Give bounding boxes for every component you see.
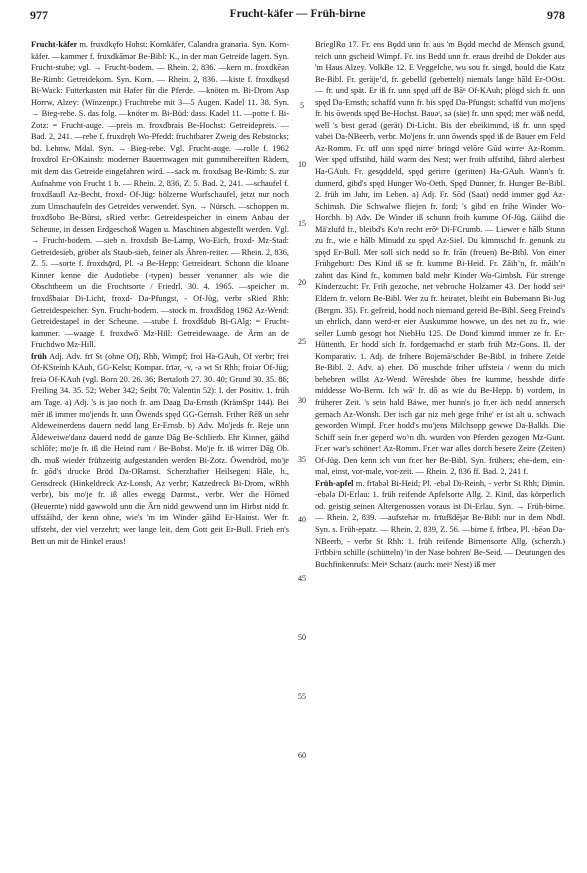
line-number: 55 (298, 692, 306, 701)
running-head: Frucht-käfer — Früh-birne (229, 8, 366, 20)
line-number: 25 (298, 337, 306, 346)
line-number: 10 (298, 160, 306, 169)
right-column (315, 39, 565, 570)
entry-frueh-continued (315, 39, 565, 478)
page-number-left: 977 (30, 8, 48, 22)
lemma: früh (31, 351, 47, 361)
line-number: 30 (298, 396, 306, 405)
entry-frucht-kaefer (31, 39, 289, 351)
entry-frueh-apfel (315, 478, 565, 570)
page-number-right: 978 (547, 8, 565, 22)
line-number: 50 (298, 633, 306, 642)
line-number: 15 (298, 219, 306, 228)
entry-text: Adj. Adv. frī St (ohne Of), Rhh, Wimpf; froi Ha-GAuh, Of verbr; frei Of-KSteinh KAuh, GG-Kelst; Kompar. frīǝr, -v, -ǝ wt St Rhh; froiǝr Of-Jüg; freiǝ Of-KAuh (vgl. Born 20. 26. 36; Bertaloth 27. 30. 40; Grund 30. 35. 86; Freiling 34. 35. 52; Weber 342; Seibt 70; Valentin 52): I. der Positiv. 1. früh am Tage. a) Adj. 's is jao noch fr. am Daag Da-Ernsth (KrämSpr 144). Bei mēr iß immer mo'jends fr. unn Ōwends spęd GG-Gernsh. Friher Rēß un sehr Aldeweinerdens dauern nedd lang Er-Ernsb. b) Adv. Mo'jeds fr. Reje unn Āldeweiwe'danz dauerd nedd de ganze Dāg Be-Schlierb. Ehr Kinner, gāihd schlōfe; mo'je fr. iß die Heind rum / Be-Bobst. Mo'je fr. iß wirrer Dāg Ob. dh. muß wieder frühzeitig aufgestanden werden Bi-Zotz. Ōwendröd, mo'je fr. gōd's drocke Bröd Da-ORamst. Scherzhafter Heilsegen: Hāle, h., Gensdreck (Hinkeldreck Az-Lonsh, Az verbr; Katzedreck Bi-Drom, wRhh verbr), bis mo'je fr. iß alles ewegg Darmst., verbr. Wer die Hōmed (Heuernte) nidd gawwold unn die Ārn nidd gewwend unn im Hirbst nidd fr. uffstāihd, der kenn ohne, wie's 'm im Winder gāihd Er-Hainst. Wer fr. uffsteht, der viel verzehrt; wer lange leit, dem Gott geit Er-Bull. Frieh en's Bett un mit de Hinkel eraus! (31, 351, 289, 546)
lemma: Frucht-käfer (31, 40, 78, 49)
entry-text: m. frīabǝl Bi-Heid; Pl. -ebǝl Di-Reinh, - verbr St Rhh; Dimin. -ebǝlǝ Di-Erlau: 1. früh reifende Apfelsorte Allg. 2. Kind, das körperlich od. geistig seinen Altergenossen voraus ist Di-Erlau. Syn. → Früh-birne. — Rhein. 2, 839. —aufstehǝr m. frīufšdējǝr Be-Bibl: nur in dem Nbdl. Syn. s. Früh-epatz. — Rhein. 2, 839, Z. 56. —birne f. frībeǝ, Pl. -bēǝn Da-NBeerb, - verbr St Rhh: 1. früh reifende Birnensorte Allg. (scherzh.) Frībbiʳn schille (schütteln) 'in der Nase bohren' Be-Seid. — Deutungen des Buchfinkenrufs: Meiⁿ Schatz (auch: meiⁿ Nest) iß mer (315, 478, 565, 569)
line-number: 60 (298, 751, 306, 760)
line-number: 35 (298, 455, 306, 464)
line-number: 5 (300, 101, 304, 110)
left-column (31, 39, 289, 547)
page-header (30, 8, 565, 24)
entry-text: BrieglRo 17. Fr. ens Bǫdd unn fr. aus 'm Bǫdd mechd de Mensch gsund, reich unn gscheid Wimpf. Fr. ins Bedd unn fr. eraus dreibd de Dokder aus 'm Haus Alzey. VolkBe 12. E Veggelche, wu sou fr. singd, hould die Katz Be-Bibl. Fr. geräjeʼd, fr. gebelld (gebettelt) niemals lange hāld Er-OOst. — fr. und spät. Er iß fr. unn spęd uff de Bāⁿ Of-KAuh; plögd sich fr. unn spęd Da-Ernsth; schaffd vunn fr. bis spęd Da-Pfungst; schaffd vun mo'jens fr. bis ōwends spęd Be-Hochst. Bauǝʳ, sǝ (säe) fr. unn spęd; mer wäß nedd, well 's best gerǝd (gerät) Di-Licht. Bis der ebeikimmd, iß fr. unn spęd vabei Da-NBeerb, verbr. Mo'jens fr. unn ōwends spęd iß de Bauer em Feld Az-Romm. Fr. uff unn spęd nirreʳ bringd velōre Gūd wirreʳ Az-Romm. Wer spęd uffstihd, häld wǝrm des Nest; wer froih uffstihd, fährd alerbest Ha-GAuh. Fr. gesǫddeld, spęd gerirre (geritten) Ha-GAuh. Wann's fr. dunnerd, gibd's spęd Hunger Wo-Oeth. Spęd Dunner, fr. Hunger Be-Bibl. 2. früh im Jahr, im Leben. a) Adj. Fr. Sōd (Saat) nedd immer gǫd Az-Schimsh. Die Schwalwe fliejen fr. ford; 's gibd en frihe Winder Wo-Horchh. b) Adv. De Winder iß schunn froih kumme Of-Jüg. Gäihd die Mä'zlufd fr., bleibd's Ko'n recht erōⁿ Di-FCrumb. — Liewer e hālb Stunn zu fr., wie e hālb Minudd zu spęd Az-Siel. Du kimmschd fr. genunk zu spęd Er-Bull. Mer soll sich nedd so fr. frān (freuen) Be-Bibl. Von einer Frühgeburt: Des Kind iß se fr. kumme Bi-Heid. Fr. Zāihʼn, fr. māihʼn zahnt das Kind fr., kommen bald mehr Kinder Wo-Gimbsh. Für strenge Kinderzucht: Fr. Frih gezoche, net vebroche Holzamer 43. Der hodd seiⁿ Eldern fr. velorn Be-Bibl. Wer zu fr. heiratet, bleibt ein Bubemann Bi-Jug (Bergm. 35). Fr. gefreid, hodd noch niemand gereid Be-Bibl. Seeg Freind's un ehrlich, dann werd-er eier Auskumme howwe, un des net zu fr., wie seller Lumb gesogt hot NiebHu 125. De Dond kimmd immer ze fr. Er-Hüttenth. Er hodd sich fr. fordgemachd er starb früh Mz-Gons. II. der Komparativ. 1. Adj. de frihere Bojemāʳschder Be-Bibl. in frihere Zeide Be-Bibl. 2. Adv. a) eher. Dō muschde friher uffsteiǝ / wenn du mich behebren willst Az-Wend. Wēreshde ōbes fre kumme, hesshde dirfe middesse Wo-Berm. Ich wāʳ fr. dō as wie du Be-Hepp. b) vordem, in früherer Zeit. 's sein hald Bäwe, mer hunn's jo fr.er äch nedd annersch gemach Az-Wonsh. Der isch gar niz meh gege frihe' er ist alt u. schwach geworden Wimpf. Fr.er hodd's mu'jens Milchsopp gewwe Da-Balkh. Die Schiff sein fr.er geperd wo'ʳn dh. wurden von Pferden gezogen Mz-Gunt. Fr.er war's schöner! Az-Romm. Fr.er war alles dorch besere Zeire (Zeiten) Of-Jüg. Den kenn ich vun fr.er her Be-Bibl. Syn. frühers; ehe-dem, ein-mal, einst, vor-male, vor-zeit. — Rhein. 2, 836 ff. Bad. 2, 241 f. (315, 40, 565, 477)
line-number: 40 (298, 515, 306, 524)
entry-frueh (31, 351, 289, 547)
line-number-gutter (289, 39, 315, 859)
line-number: 45 (298, 574, 306, 583)
lemma: Früh-apfel (315, 478, 354, 488)
line-number: 20 (298, 278, 306, 287)
entry-text: m. fruxdkęfo Hohst: Kornkäfer, Calandra granaria. Syn. Korn-käfer. —kammer f. fruxdkāmǝr Be-Bibl: K., in der man Getreide lagert. Syn. Frucht-stube; vgl. → Frucht-bodem. — Rhein. 2, 836. —kern m. froxdkēǝn Be-Rimb: Getreidekorn. Syn. Korn. — Rhein. 2, 836. —kiste f. froxdkęsd Bi-Wack: Futterkasten mit Hafer für die Pferde. —knöten m. Bi-Drom Asp Horrw, Alzey: (Winzenpr.) Fruchtrebe mit 3—5 Augen. Kadel 11. 38. Syn. → Bieg-rebe. S. das folg. —knöter m. Bi-Büd: dass. Kadel 11. —potte f. Bi-Zotz: = Frucht-auge. —preis m. froxdbrais Be-Hochst: Getreidepreis. — Bad. 2, 241. —rebe f. fruxdręb Wo-Pfedd: fruchtbarer Zweig des Rebstocks; bd. Lehnw. Mdal. Syn. → Bieg-rebe. Vgl. Frucht-auge. —rolle f. 1962 froxdrol Er-OKainsb: moderner Bauernwagen mit gummibereiften Rädern, mit dem das Getreide eingefahren wird. —sack m. froxdsag Be-Rimb: S. zur Aufnahme von Frucht 1 b. — Rhein. 2, 836, Z. 5. Bad. 2, 241. —schaufel f. froxdšaufl Az-Becht, froxd- Of-Jüg: hölzerne Wurfschaufel, jetzt nur noch zum Umschaufeln des Getreides verwendet. Syn. → Nürsch. —schoppen m. froxdšobo Be-Bürst, sRied verbr: Getreidespeicher in einem Anbau der Scheune, in dessen Erdgeschoß Wagen u. Maschinen abgestellt werden. Vgl. → Frucht-bodem. —sieb n. froxdsib Be-Lamp, Wo-Eich, froxd- Mz-Stad: Getreidesieb, gröber als Staub-sieb, feiner als Ähren-reiter. — Rhein. 2, 836, Z. 5. —sorte f. froxdsǭrd, Pl. -ǝ Be-Hepp: Getreideart. Schonn die kloane Kinner kenne die Audotiebe (-typen) besser venanner als wie die Obschtbeem un die Frochtsorte / Friedrl. 30. 4. 1965. —speicher m. froxdšbaiǝr Di-Licht, froxd- Da-Pfungst, - Of-Jüg, verbr sRied Rhh: Getreidespeicher. Syn. Frucht-bodem. —stock m. froxdšdog 1962 Az-Wend: Getreidestapel in der Scheune. —stube f. froxdšdub Bi-GAlg: = Frucht-kammer. —waage f. froxdwō Mz-Hill: Getreidewaage. de Ärm an de Fruchdwo Mz-Hill. (31, 40, 289, 350)
